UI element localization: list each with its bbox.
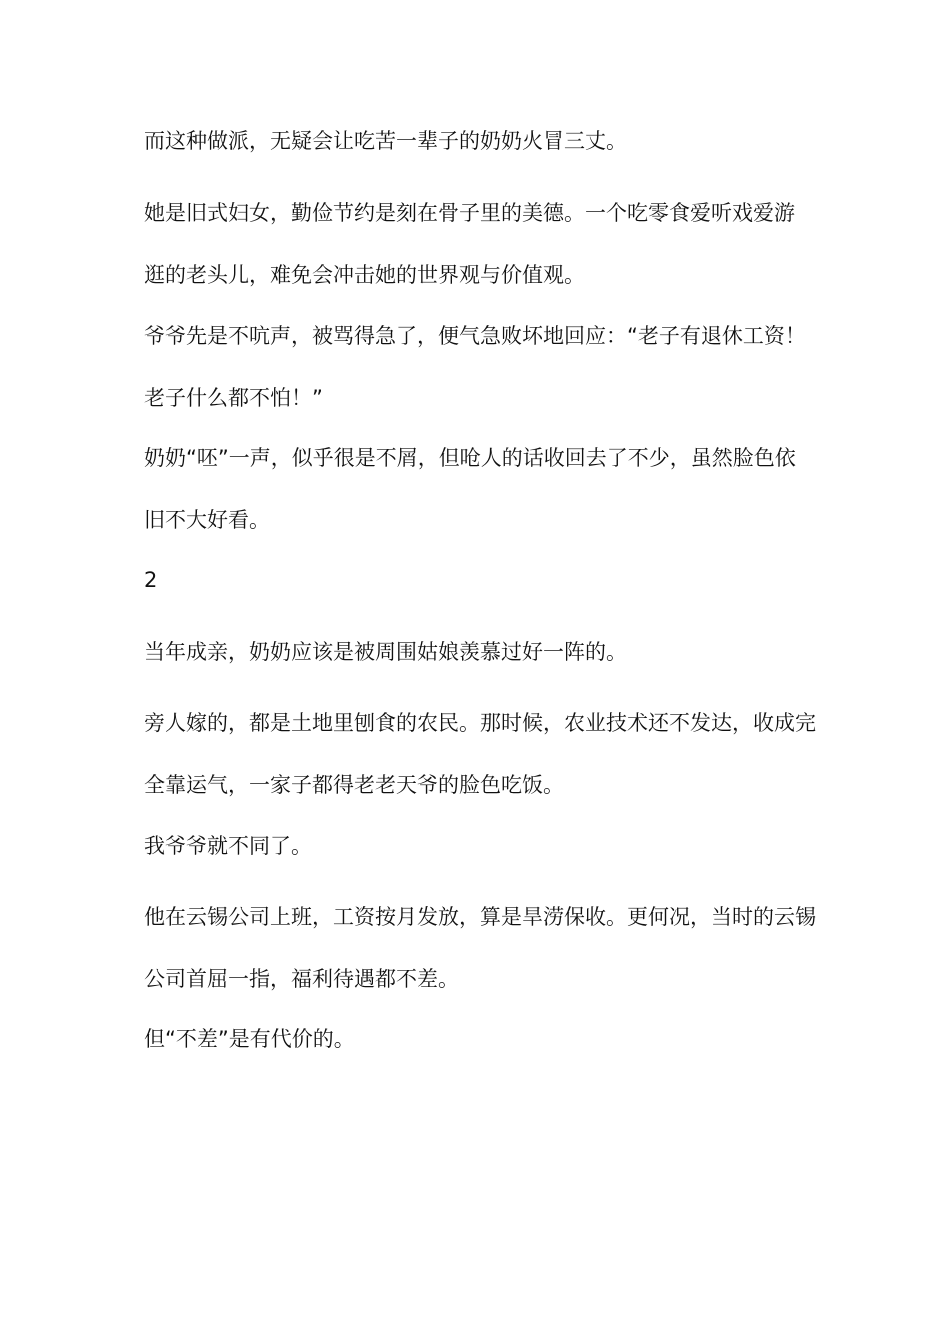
paragraph [144,110,812,172]
paragraph [144,427,812,551]
paragraph [144,886,816,1010]
text-line: 老子什么都不怕！” [144,386,323,410]
text-line: 奶奶“呸”一声，似乎很是不屑，但呛人的话收回去了不少，虽然脸色依 [144,446,796,470]
text-line: 我爷爷就不同了。 [144,834,312,858]
paragraph [144,305,812,429]
paragraph [144,692,816,816]
text-line: 逛的老头儿，难免会冲击她的世界观与价值观。 [144,263,585,287]
text-line: 但“不差”是有代价的。 [144,1027,355,1051]
paragraph [144,815,812,877]
text-line: 旧不大好看。 [144,508,270,532]
text-line: 公司首屈一指，福利待遇都不差。 [144,967,459,991]
text-line: 2 [144,568,158,592]
text-line: 爷爷先是不吭声，被骂得急了，便气急败坏地回应：“老子有退休工资！ [144,324,806,348]
text-line: 她是旧式妇女，勤俭节约是刻在骨子里的美德。一个吃零食爱听戏爱游 [144,201,795,225]
paragraph [144,621,812,683]
text-line: 而这种做派，无疑会让吃苦一辈子的奶奶火冒三丈。 [144,129,627,153]
text-line: 他在云锡公司上班，工资按月发放，算是旱涝保收。更何况，当时的云锡 [144,905,816,929]
text-line: 当年成亲，奶奶应该是被周围姑娘羡慕过好一阵的。 [144,640,627,664]
section-number [144,549,812,611]
text-line: 全靠运气，一家子都得老老天爷的脸色吃饭。 [144,773,564,797]
text-line: 旁人嫁的，都是土地里刨食的农民。那时候，农业技术还不发达，收成完 [144,711,816,735]
paragraph [144,1008,812,1070]
paragraph [144,182,812,306]
